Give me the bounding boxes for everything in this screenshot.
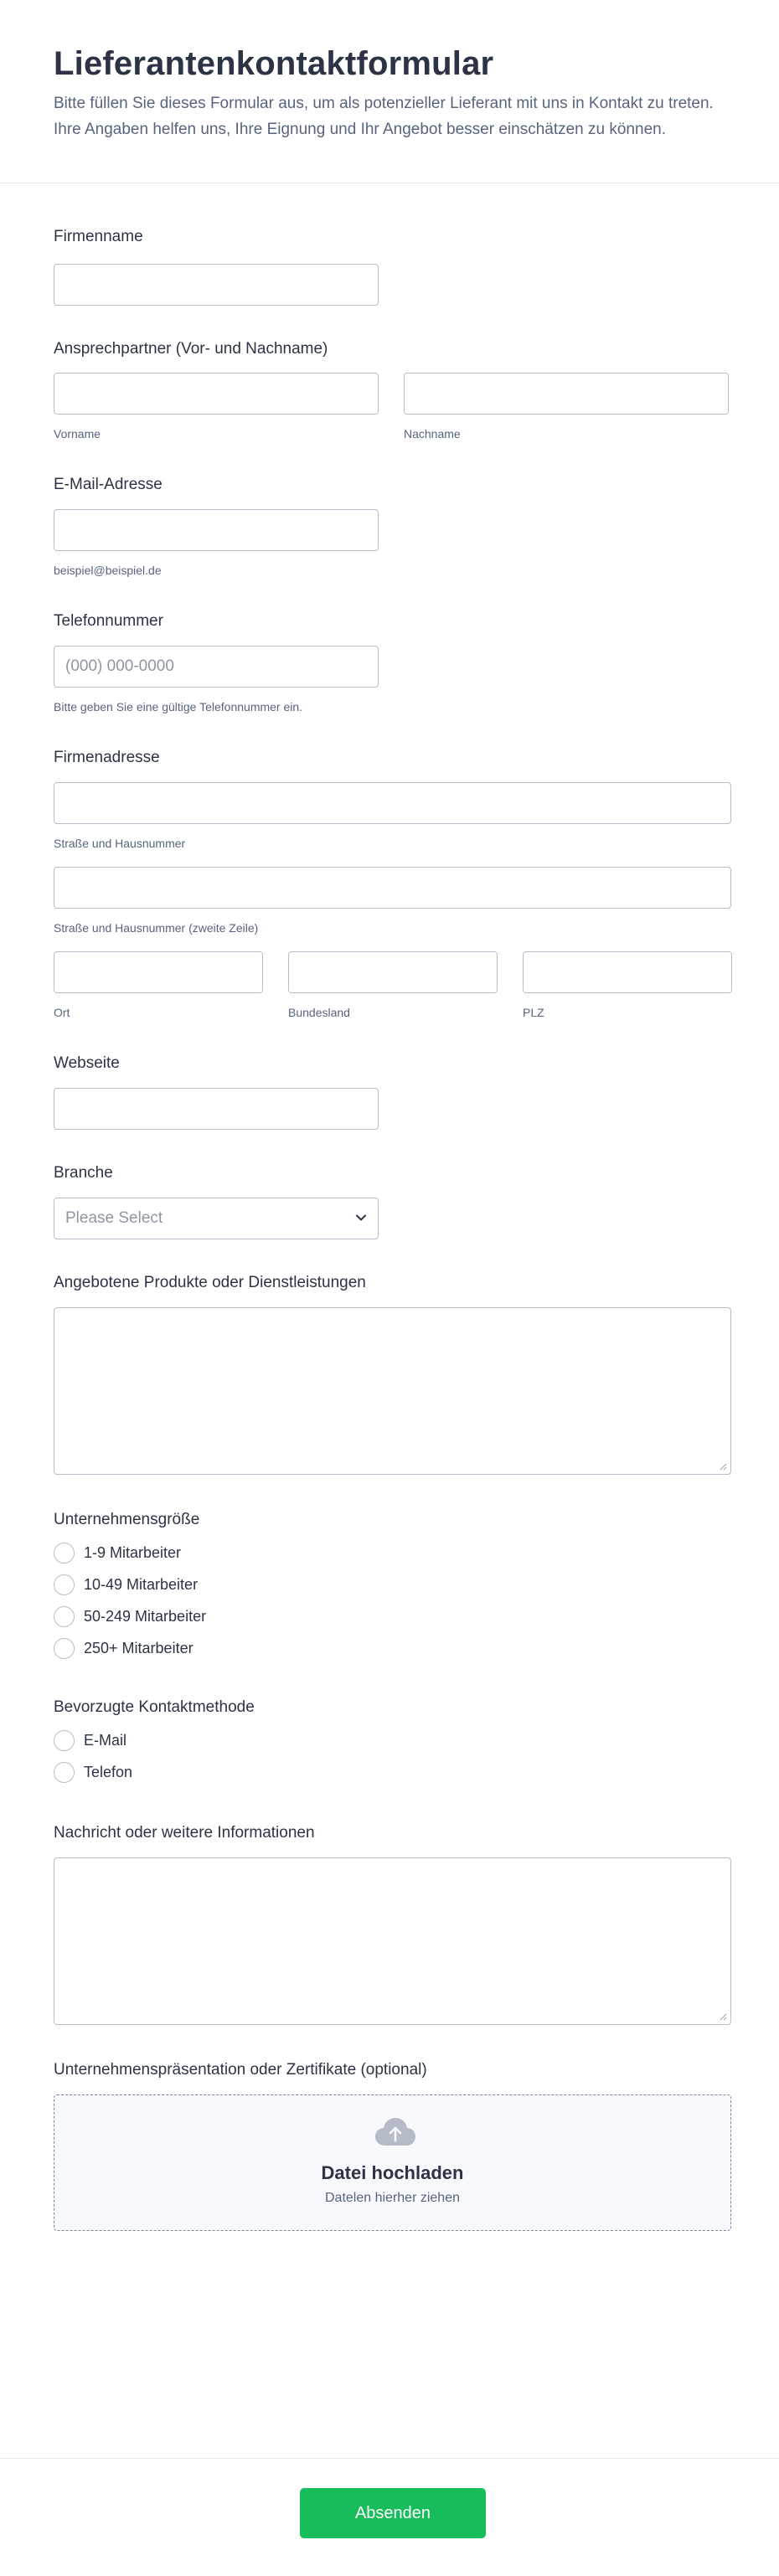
zip-sublabel: PLZ [523, 1006, 544, 1019]
email-sublabel: beispiel@beispiel.de [54, 564, 162, 577]
company-size-option[interactable] [54, 1632, 731, 1664]
phone-input[interactable] [54, 646, 379, 688]
last-name-input[interactable] [404, 373, 729, 415]
resize-grip-icon[interactable] [719, 2012, 727, 2021]
radio-button[interactable] [54, 1543, 75, 1564]
phone-sublabel: Bitte geben Sie eine gültige Telefonnummer ein. [54, 700, 303, 714]
file-upload-dropzone[interactable] [54, 2094, 731, 2231]
contact-person-field [54, 339, 731, 441]
contact-method-field [54, 1698, 731, 1788]
website-field [54, 1054, 731, 1130]
email-input[interactable] [54, 509, 379, 551]
form-header [0, 0, 779, 183]
radio-label: 50-249 Mitarbeiter [84, 1607, 207, 1625]
website-label: Webseite [54, 1054, 120, 1072]
radio-button[interactable] [54, 1574, 75, 1595]
company-size-option[interactable] [54, 1600, 731, 1632]
radio-label: 10-49 Mitarbeiter [84, 1575, 199, 1593]
page-title: Lieferantenkontaktformular [54, 45, 494, 82]
industry-select-value: Please Select [54, 1198, 379, 1239]
form-description: Bitte füllen Sie dieses Formular aus, um als potenzieller Lieferant mit uns in Kontakt zu treten. Ihre Angaben helfen uns, Ihre Eignung und Ihr Angebot besser einschätzen zu können. [54, 95, 714, 138]
first-name-input[interactable] [54, 373, 379, 415]
radio-label: E-Mail [84, 1731, 127, 1749]
products-label: Angebotene Produkte oder Dienstleistungen [54, 1274, 366, 1291]
form-footer [0, 2458, 779, 2576]
radio-button[interactable] [54, 1638, 75, 1659]
first-name-sublabel: Vorname [54, 427, 101, 440]
radio-button[interactable] [54, 1762, 75, 1783]
upload-label: Unternehmenspräsentation oder Zertifikate (optional) [54, 2061, 427, 2079]
message-label: Nachricht oder weitere Informationen [54, 1824, 315, 1842]
upload-hint: Datelen hierher ziehen [325, 2191, 460, 2205]
street-input[interactable] [54, 782, 731, 824]
supplier-form [0, 227, 779, 2231]
company-size-label: Unternehmensgröße [54, 1511, 200, 1528]
city-sublabel: Ort [54, 1006, 70, 1019]
radio-label: 1-9 Mitarbeiter [84, 1543, 182, 1561]
email-label: E-Mail-Adresse [54, 476, 163, 493]
city-input[interactable] [54, 951, 263, 993]
company-size-field [54, 1510, 731, 1664]
submit-button[interactable]: Absenden [300, 2488, 486, 2538]
phone-label: Telefonnummer [54, 612, 163, 630]
resize-grip-icon[interactable] [719, 1462, 727, 1471]
state-sublabel: Bundesland [288, 1006, 350, 1019]
message-field [54, 1823, 731, 2025]
street2-input[interactable] [54, 867, 731, 909]
radio-button[interactable] [54, 1606, 75, 1627]
contact-method-label: Bevorzugte Kontaktmethode [54, 1698, 255, 1716]
address-field [54, 748, 731, 1020]
company-name-input[interactable] [54, 264, 379, 306]
radio-label: Telefon [84, 1763, 133, 1780]
upload-field [54, 2060, 731, 2231]
address-label: Firmenadresse [54, 749, 160, 766]
street-sublabel: Straße und Hausnummer [54, 837, 186, 850]
upload-title: Datei hochladen [321, 2162, 464, 2183]
chevron-down-icon [355, 1212, 367, 1224]
products-textarea[interactable] [54, 1307, 731, 1475]
phone-field [54, 611, 731, 714]
company-size-option[interactable] [54, 1569, 731, 1600]
contact-method-option[interactable] [54, 1756, 731, 1788]
company-size-option[interactable] [54, 1537, 731, 1569]
radio-label: 250+ Mitarbeiter [84, 1639, 193, 1656]
email-field [54, 475, 731, 578]
cloud-upload-icon [374, 2117, 416, 2147]
company-name-field [54, 227, 731, 306]
contact-person-label: Ansprechpartner (Vor- und Nachname) [54, 340, 328, 358]
industry-label: Branche [54, 1164, 113, 1182]
state-input[interactable] [288, 951, 498, 993]
street2-sublabel: Straße und Hausnummer (zweite Zeile) [54, 921, 259, 935]
contact-method-option[interactable] [54, 1724, 731, 1756]
company-name-label: Firmenname [54, 228, 143, 245]
website-input[interactable] [54, 1088, 379, 1130]
radio-button[interactable] [54, 1730, 75, 1751]
last-name-sublabel: Nachname [404, 427, 461, 440]
products-field [54, 1273, 731, 1475]
message-textarea[interactable] [54, 1857, 731, 2025]
industry-select[interactable] [54, 1198, 379, 1239]
zip-input[interactable] [523, 951, 732, 993]
industry-field [54, 1163, 731, 1239]
